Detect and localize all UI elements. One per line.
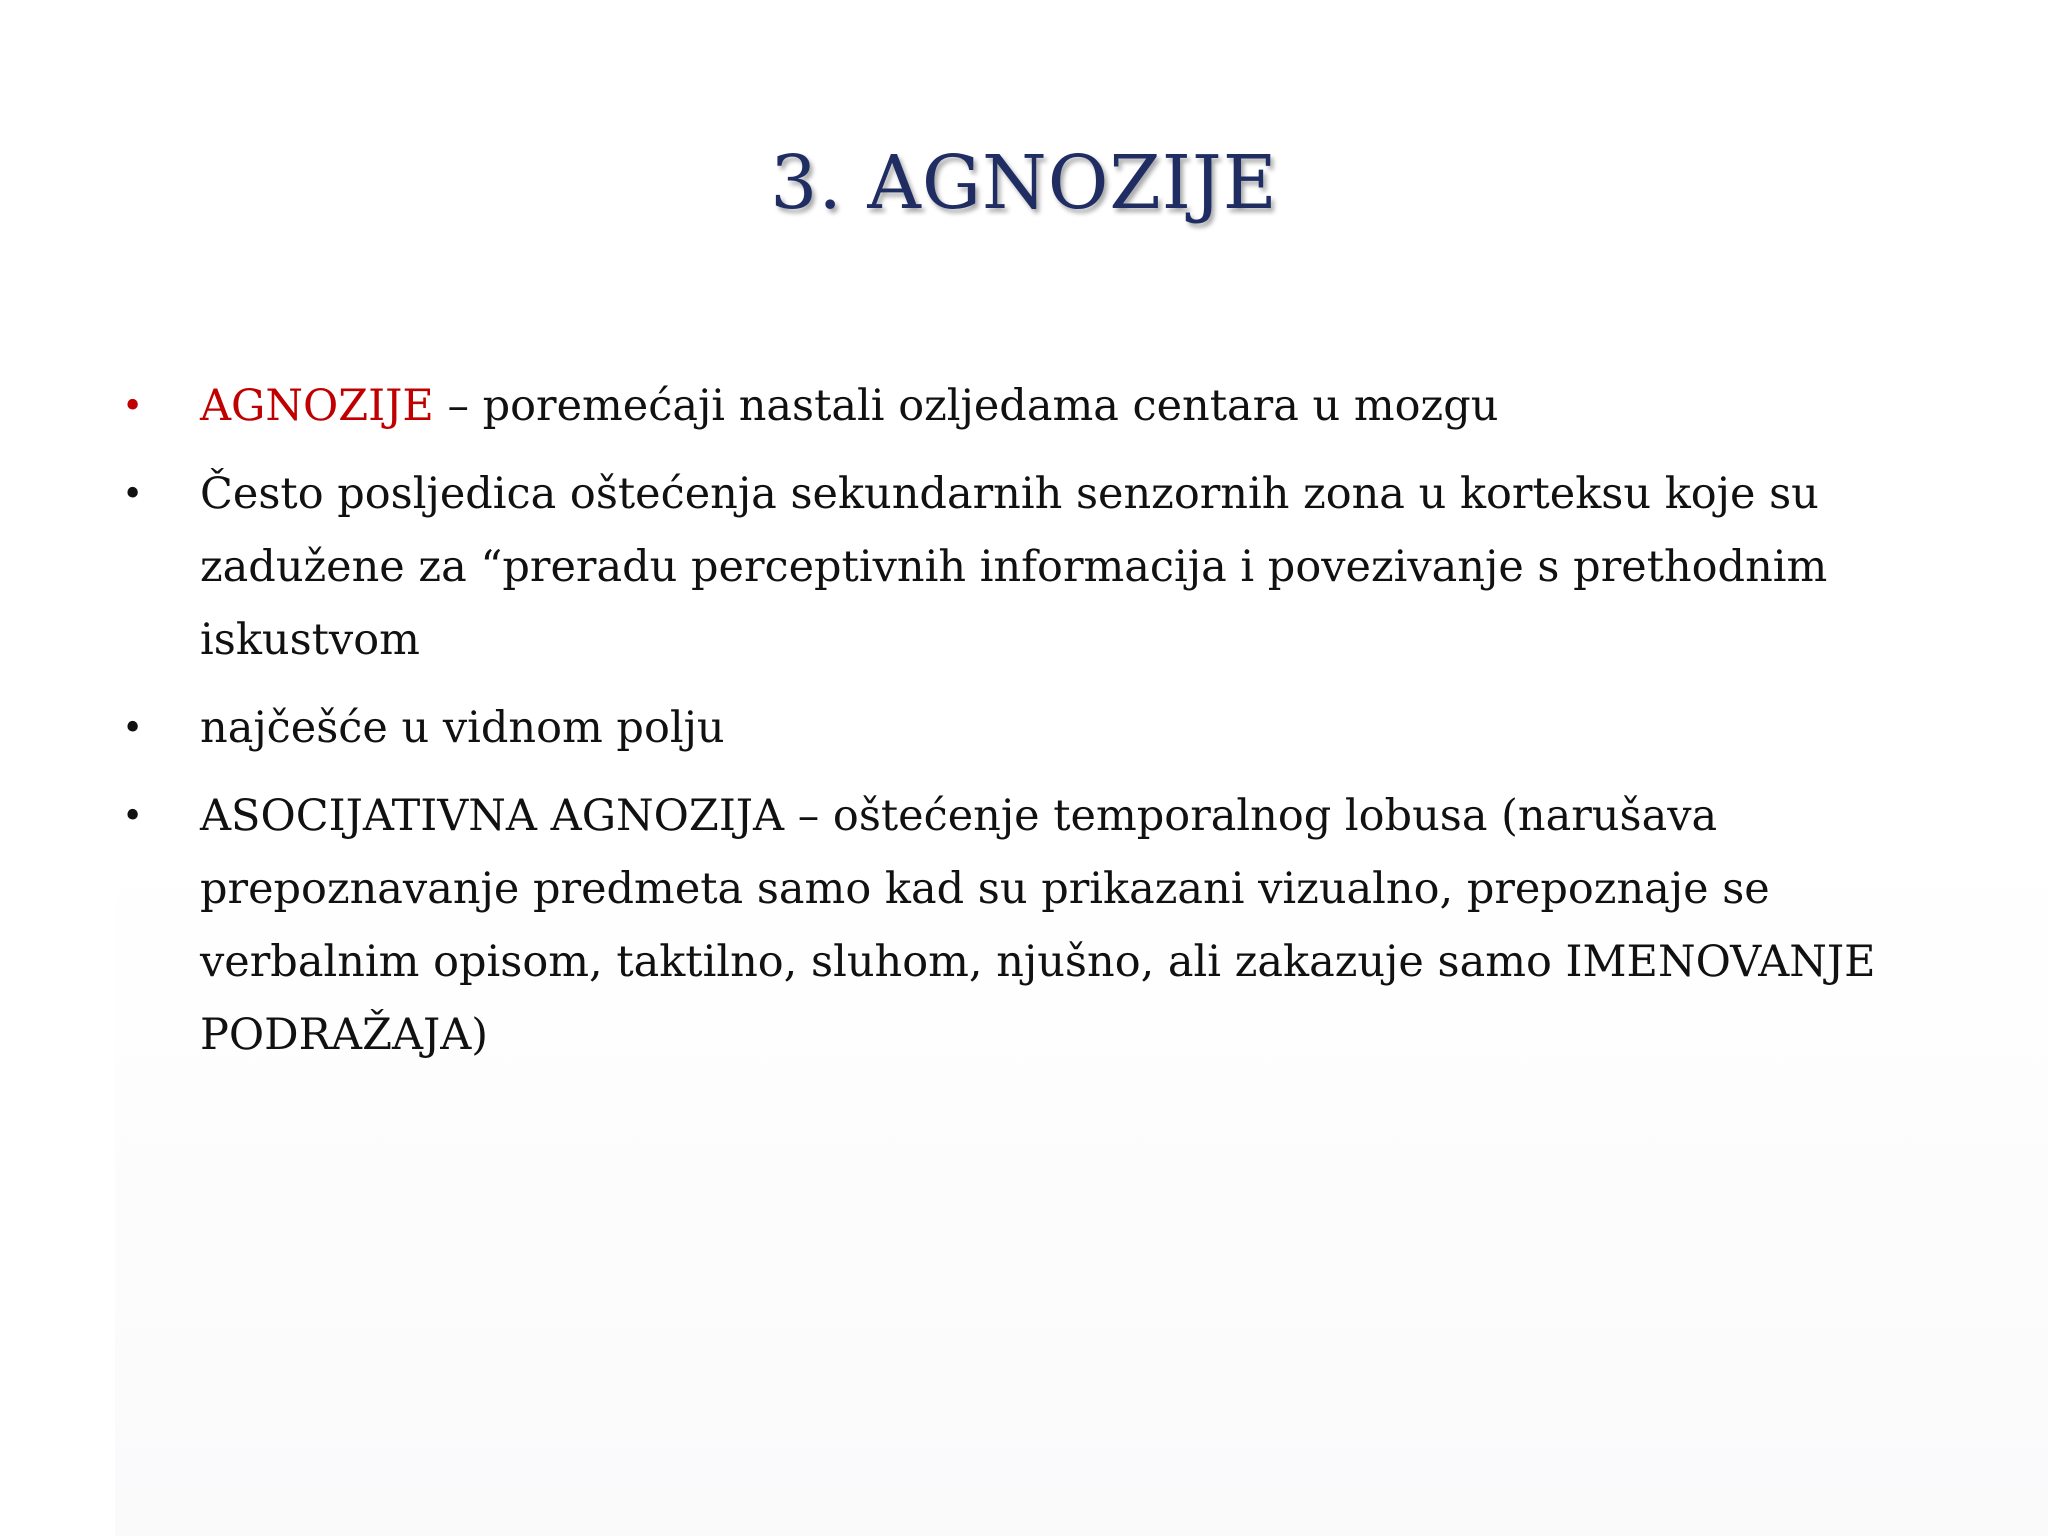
bullet-icon: • <box>122 386 144 427</box>
bullet-item-vidno-polje <box>0 692 2048 765</box>
bullet-icon: • <box>122 708 144 749</box>
bullet-item-asocijativna-agnozija <box>0 780 2048 1072</box>
bullet-item-agnozije <box>0 370 2048 443</box>
slide-title: 3. AGNOZIJE <box>770 140 1278 226</box>
bullet-list <box>0 370 2048 1087</box>
bullet-text: – poremećaji nastali ozljedama centara u mozgu <box>433 381 1499 431</box>
bullet-icon: • <box>122 474 144 515</box>
bullet-term: AGNOZIJE <box>200 381 434 431</box>
bullet-text: ASOCIJATIVNA AGNOZIJA – oštećenje temporalnog lobusa (narušava prepoznavanje predmeta samo kad su prikazani vizualno, prepoznaje se verbalnim opisom, taktilno, sluhom, njušno, ali zakazuje samo IMENOVANJE PODRAŽAJA) <box>200 791 1876 1060</box>
bullet-text: najčešće u vidnom polju <box>200 703 725 753</box>
bullet-item-posljedica <box>0 458 2048 677</box>
bullet-icon: • <box>122 796 144 837</box>
bullet-text: Često posljedica oštećenja sekundarnih senzornih zona u korteksu koje su zadužene za “preradu perceptivnih informacija i povezivanje s prethodnim iskustvom <box>200 469 1828 665</box>
